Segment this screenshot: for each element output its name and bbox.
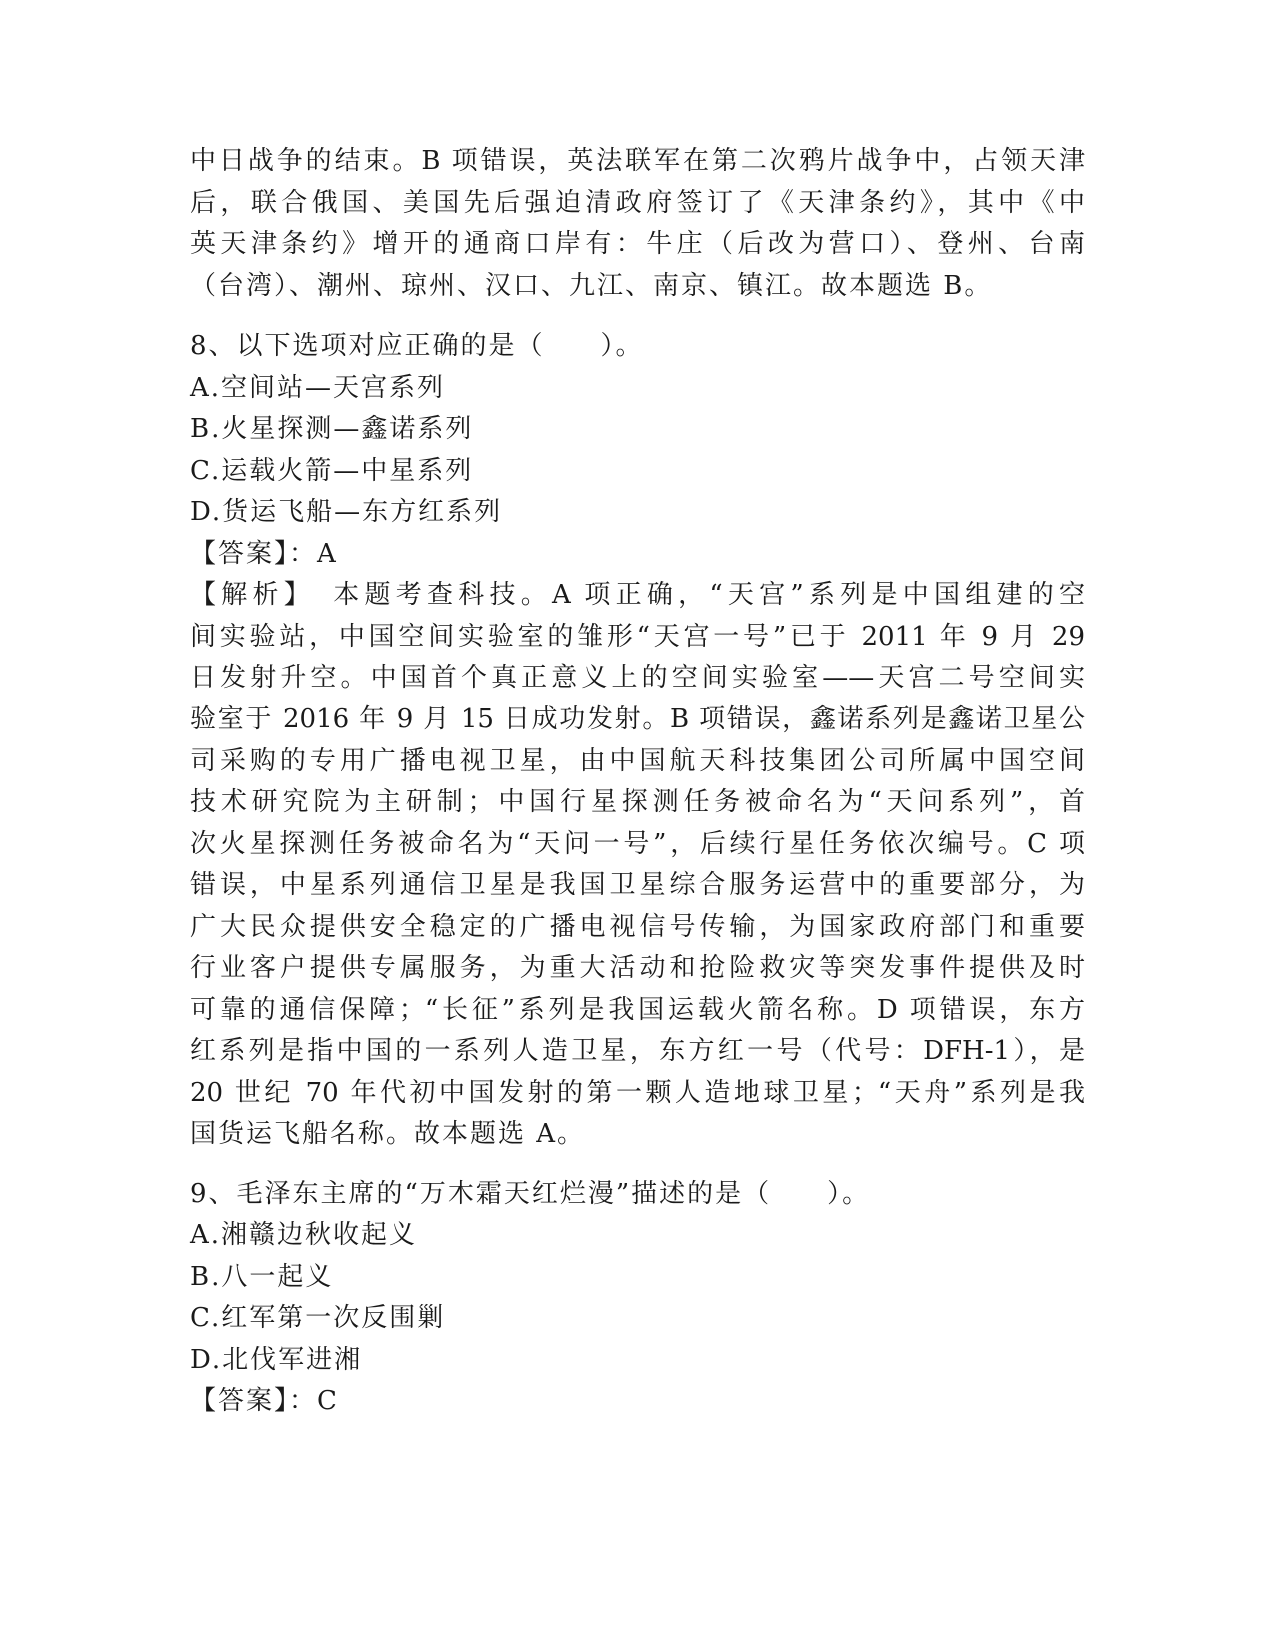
question-8-explanation-line: 国货运飞船名称。故本题选 A。 [190,1119,586,1149]
question-8-explanation-line: 行业客户提供专属服务，为重大活动和抢险救灾等突发事件提供及时 [190,953,1085,983]
prev-explanation-line: （台湾）、潮州、琼州、汉口、九江、南京、镇江。故本题选 B。 [190,271,993,301]
question-9-option-c: C.红军第一次反围剿 [190,1303,446,1333]
question-8-explanation-line: 20 世纪 70 年代初中国发射的第一颗人造地球卫星；“天舟”系列是我 [190,1078,1085,1108]
question-8-explanation-line: 广大民众提供安全稳定的广播电视信号传输，为国家政府部门和重要 [190,912,1085,942]
question-9-option-d: D.北伐军进湘 [190,1345,363,1375]
question-8-answer: 【答案】：A [190,539,338,569]
question-8-explanation-line: 红系列是指中国的一系列人造卫星，东方红一号（代号：DFH-1），是 [190,1036,1085,1066]
question-9-option-a: A.湘赣边秋收起义 [190,1220,418,1250]
question-8-explanation-line: 【解析】 本题考查科技。A 项正确，“天宫”系列是中国组建的空 [190,580,1085,610]
question-8-explanation-line: 间实验站，中国空间实验室的雏形“天宫一号”已于 2011 年 9 月 29 [190,622,1085,652]
question-8-option-c: C.运载火箭—中星系列 [190,456,474,486]
question-9-option-b: B.八一起义 [190,1262,334,1292]
prev-explanation-line: 英天津条约》增开的通商口岸有：牛庄（后改为营口）、登州、台南 [190,229,1085,259]
question-8-option-a: A.空间站—天宫系列 [190,373,446,403]
question-8-option-d: D.货运飞船—东方红系列 [190,497,503,527]
prev-explanation-line: 后，联合俄国、美国先后强迫清政府签订了《天津条约》，其中《中 [190,188,1085,218]
question-8-explanation-line: 错误，中星系列通信卫星是我国卫星综合服务运营中的重要部分，为 [190,870,1085,900]
question-8-explanation-line: 次火星探测任务被命名为“天问一号”，后续行星任务依次编号。C 项 [190,829,1085,859]
question-9-stem: 9、毛泽东主席的“万木霜天红烂漫”描述的是（ ）。 [190,1179,871,1209]
prev-explanation-line: 中日战争的结束。B 项错误，英法联军在第二次鸦片战争中，占领天津 [190,146,1085,176]
question-8-explanation-line: 可靠的通信保障；“长征”系列是我国运载火箭名称。D 项错误，东方 [190,995,1085,1025]
question-8-explanation-line: 日发射升空。中国首个真正意义上的空间实验室——天宫二号空间实 [190,663,1085,693]
question-8-explanation-line: 技术研究院为主研制；中国行星探测任务被命名为“天问系列”，首 [190,787,1085,817]
question-8-explanation-line: 验室于 2016 年 9 月 15 日成功发射。B 项错误，鑫诺系列是鑫诺卫星公 [190,704,1085,734]
question-8-option-b: B.火星探测—鑫诺系列 [190,414,474,444]
question-8-stem: 8、以下选项对应正确的是（ ）。 [190,331,644,361]
question-9-answer: 【答案】：C [190,1386,339,1416]
question-8-explanation-line: 司采购的专用广播电视卫星，由中国航天科技集团公司所属中国空间 [190,746,1085,776]
